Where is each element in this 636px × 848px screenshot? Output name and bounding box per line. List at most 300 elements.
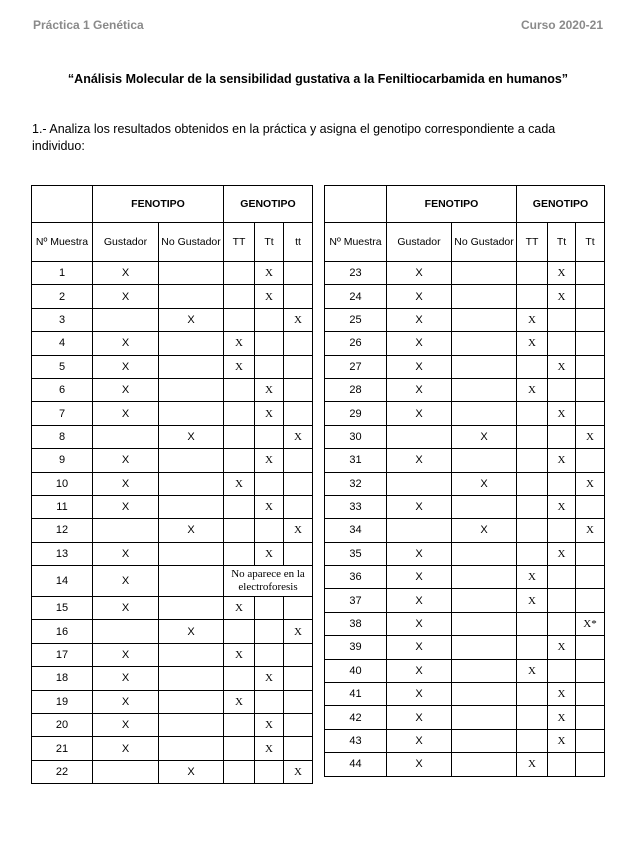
gustador-cell — [93, 760, 159, 783]
genotype-Tt-cell: X — [255, 714, 284, 737]
genotype-TT-cell — [517, 612, 548, 635]
genotype-Tt-cell — [255, 332, 284, 355]
genotype-Tt-cell — [548, 378, 576, 401]
header-fenotipo: FENOTIPO — [93, 186, 224, 223]
header-gustador: Gustador — [387, 223, 452, 262]
gustador-cell: X — [93, 355, 159, 378]
genotype-tt-cell: X — [284, 519, 313, 542]
table-row — [325, 566, 605, 589]
genotype-tt-cell — [284, 495, 313, 518]
gustador-cell: X — [387, 285, 452, 308]
genotype-tt-cell: X — [284, 308, 313, 331]
table-row — [32, 425, 313, 448]
genotype-TT-cell — [517, 402, 548, 425]
sample-number-cell: 27 — [325, 355, 387, 378]
genotype-Tt-cell: X — [548, 402, 576, 425]
table-row — [325, 378, 605, 401]
no-gustador-cell: X — [452, 472, 517, 495]
header-gustador: Gustador — [93, 223, 159, 262]
no-gustador-cell: X — [159, 519, 224, 542]
header-empty-cell — [32, 186, 93, 223]
genotype-tt-cell: X — [576, 425, 605, 448]
no-gustador-cell — [159, 285, 224, 308]
genotype-TT-cell — [224, 714, 255, 737]
genotype-Tt-cell — [548, 753, 576, 776]
genotype-TT-cell — [224, 519, 255, 542]
genotype-Tt-cell: X — [255, 285, 284, 308]
genotype-TT-cell — [517, 706, 548, 729]
genotype-Tt-cell — [255, 519, 284, 542]
genotype-TT-cell — [517, 285, 548, 308]
genotype-TT-cell — [517, 472, 548, 495]
genotype-Tt-cell: X — [255, 667, 284, 690]
gustador-cell — [387, 472, 452, 495]
gustador-cell — [93, 620, 159, 643]
gustador-cell — [93, 425, 159, 448]
genotype-TT-cell — [224, 425, 255, 448]
genotype-Tt-cell — [548, 659, 576, 682]
genotype-TT-cell — [224, 760, 255, 783]
genotype-table-right — [324, 185, 605, 777]
gustador-cell: X — [387, 636, 452, 659]
no-gustador-cell — [452, 612, 517, 635]
genotype-TT-cell — [224, 542, 255, 565]
genotype-TT-cell — [224, 285, 255, 308]
genotype-note-cell: No aparece en la electroforesis — [224, 566, 313, 597]
gustador-cell: X — [93, 449, 159, 472]
table-row — [325, 285, 605, 308]
table-row — [32, 262, 313, 285]
sample-number-cell: 14 — [32, 566, 93, 597]
header-fenotipo: FENOTIPO — [387, 186, 517, 223]
sample-number-cell: 17 — [32, 643, 93, 666]
sample-number-cell: 13 — [32, 542, 93, 565]
no-gustador-cell — [159, 402, 224, 425]
sample-number-cell: 8 — [32, 425, 93, 448]
gustador-cell: X — [387, 706, 452, 729]
no-gustador-cell — [159, 355, 224, 378]
sample-number-cell: 32 — [325, 472, 387, 495]
genotype-Tt-cell: X — [255, 449, 284, 472]
gustador-cell: X — [93, 332, 159, 355]
sample-number-cell: 19 — [32, 690, 93, 713]
genotype-tt-cell — [576, 332, 605, 355]
table-row — [325, 519, 605, 542]
sample-number-cell: 12 — [32, 519, 93, 542]
table-row — [32, 690, 313, 713]
genotype-TT-cell — [517, 519, 548, 542]
gustador-cell: X — [387, 542, 452, 565]
gustador-cell: X — [387, 262, 452, 285]
genotype-tt-cell: X — [576, 519, 605, 542]
header-tt: Tt — [576, 223, 605, 262]
header-TT: TT — [517, 223, 548, 262]
sample-number-cell: 44 — [325, 753, 387, 776]
header-empty-cell — [325, 186, 387, 223]
table-row — [325, 449, 605, 472]
gustador-cell: X — [93, 714, 159, 737]
genotype-TT-cell: X — [224, 472, 255, 495]
gustador-cell: X — [387, 495, 452, 518]
genotype-TT-cell — [517, 449, 548, 472]
genotype-tt-cell — [284, 472, 313, 495]
table-row — [325, 262, 605, 285]
gustador-cell — [387, 425, 452, 448]
genotype-TT-cell — [517, 683, 548, 706]
table-row — [32, 597, 313, 620]
genotype-tt-cell — [576, 753, 605, 776]
gustador-cell: X — [387, 355, 452, 378]
sample-number-cell: 37 — [325, 589, 387, 612]
no-gustador-cell — [452, 729, 517, 752]
genotype-Tt-cell — [255, 472, 284, 495]
genotype-TT-cell — [224, 308, 255, 331]
sample-number-cell: 15 — [32, 597, 93, 620]
gustador-cell: X — [387, 659, 452, 682]
genotype-TT-cell — [224, 620, 255, 643]
sample-number-cell: 31 — [325, 449, 387, 472]
genotype-tt-cell — [284, 667, 313, 690]
genotype-Tt-cell — [548, 472, 576, 495]
table-row — [325, 355, 605, 378]
sample-number-cell: 11 — [32, 495, 93, 518]
table-row — [325, 589, 605, 612]
genotype-TT-cell — [224, 495, 255, 518]
no-gustador-cell: X — [159, 425, 224, 448]
genotype-Tt-cell: X — [548, 449, 576, 472]
no-gustador-cell — [452, 495, 517, 518]
sample-number-cell: 42 — [325, 706, 387, 729]
no-gustador-cell — [452, 308, 517, 331]
question-text: 1.- Analiza los resultados obtenidos en la práctica y asigna el genotipo correspondiente a cada individuo: — [32, 122, 556, 153]
no-gustador-cell — [159, 667, 224, 690]
genotype-Tt-cell — [255, 355, 284, 378]
sample-number-cell: 29 — [325, 402, 387, 425]
genotype-tt-cell: X — [284, 760, 313, 783]
genotype-tt-cell — [284, 449, 313, 472]
header-course-practice: Práctica 1 Genética — [33, 18, 144, 32]
gustador-cell: X — [387, 308, 452, 331]
table-row — [32, 332, 313, 355]
table-row — [32, 308, 313, 331]
no-gustador-cell — [159, 262, 224, 285]
table-row — [325, 402, 605, 425]
table-row — [32, 402, 313, 425]
genotype-tt-cell: X — [576, 472, 605, 495]
genotype-Tt-cell: X — [255, 262, 284, 285]
gustador-cell: X — [387, 566, 452, 589]
table-row — [32, 378, 313, 401]
sample-number-cell: 22 — [32, 760, 93, 783]
no-gustador-cell — [452, 659, 517, 682]
genotype-Tt-cell: X — [548, 542, 576, 565]
gustador-cell: X — [387, 612, 452, 635]
genotype-tt-cell — [284, 378, 313, 401]
table-row — [32, 542, 313, 565]
sample-number-cell: 36 — [325, 566, 387, 589]
genotype-tt-cell — [284, 402, 313, 425]
table-row — [325, 636, 605, 659]
sample-number-cell: 33 — [325, 495, 387, 518]
table-row — [325, 472, 605, 495]
table-row — [32, 495, 313, 518]
gustador-cell: X — [93, 690, 159, 713]
genotype-tt-cell — [576, 566, 605, 589]
no-gustador-cell — [452, 706, 517, 729]
no-gustador-cell — [452, 332, 517, 355]
gustador-cell: X — [93, 472, 159, 495]
genotype-TT-cell: X — [517, 589, 548, 612]
genotype-TT-cell: X — [224, 597, 255, 620]
table-row — [32, 285, 313, 308]
sample-number-cell: 6 — [32, 378, 93, 401]
no-gustador-cell — [452, 636, 517, 659]
genotype-Tt-cell — [548, 519, 576, 542]
genotype-tt-cell: X — [284, 620, 313, 643]
no-gustador-cell — [159, 714, 224, 737]
genotype-tt-cell — [284, 597, 313, 620]
gustador-cell: X — [93, 495, 159, 518]
genotype-Tt-cell: X — [548, 729, 576, 752]
no-gustador-cell: X — [159, 308, 224, 331]
gustador-cell — [93, 308, 159, 331]
gustador-cell: X — [387, 402, 452, 425]
genotype-TT-cell: X — [517, 566, 548, 589]
sample-number-cell: 41 — [325, 683, 387, 706]
no-gustador-cell — [159, 643, 224, 666]
sample-number-cell: 24 — [325, 285, 387, 308]
genotype-Tt-cell — [255, 760, 284, 783]
document-title: “Análisis Molecular de la sensibilidad gustativa a la Feniltiocarbamida en humanos” — [67, 72, 569, 86]
sample-number-cell: 18 — [32, 667, 93, 690]
genotype-Tt-cell: X — [548, 262, 576, 285]
genotype-Tt-cell — [548, 308, 576, 331]
genotype-tt-cell — [576, 542, 605, 565]
no-gustador-cell — [452, 449, 517, 472]
table-row — [32, 620, 313, 643]
table-row — [32, 519, 313, 542]
no-gustador-cell — [159, 597, 224, 620]
table-row — [325, 729, 605, 752]
gustador-cell: X — [387, 729, 452, 752]
header-Tt: Tt — [255, 223, 284, 262]
genotype-TT-cell: X — [224, 355, 255, 378]
sample-number-cell: 7 — [32, 402, 93, 425]
genotype-Tt-cell: X — [548, 285, 576, 308]
genotype-tt-cell — [284, 737, 313, 760]
sample-number-cell: 38 — [325, 612, 387, 635]
gustador-cell: X — [93, 597, 159, 620]
genotype-tt-cell — [284, 285, 313, 308]
genotype-tt-cell — [576, 378, 605, 401]
no-gustador-cell — [452, 683, 517, 706]
genotype-Tt-cell: X — [548, 636, 576, 659]
genotype-tt-cell — [576, 262, 605, 285]
genotype-Tt-cell: X — [548, 355, 576, 378]
sample-number-cell: 28 — [325, 378, 387, 401]
sample-number-cell: 10 — [32, 472, 93, 495]
gustador-cell: X — [93, 667, 159, 690]
genotype-Tt-cell — [255, 643, 284, 666]
table-row — [32, 667, 313, 690]
header-tt: tt — [284, 223, 313, 262]
genotype-tt-cell — [576, 729, 605, 752]
sample-number-cell: 23 — [325, 262, 387, 285]
table-row — [325, 659, 605, 682]
sample-number-cell: 2 — [32, 285, 93, 308]
no-gustador-cell — [452, 285, 517, 308]
genotype-tt-cell — [284, 714, 313, 737]
table-row — [325, 542, 605, 565]
gustador-cell: X — [93, 566, 159, 597]
no-gustador-cell — [452, 262, 517, 285]
table-row — [32, 760, 313, 783]
genotype-tt-cell — [284, 262, 313, 285]
sample-number-cell: 3 — [32, 308, 93, 331]
genotype-tt-cell: X — [284, 425, 313, 448]
genotype-Tt-cell — [255, 597, 284, 620]
genotype-table-left — [31, 185, 313, 784]
gustador-cell: X — [93, 643, 159, 666]
sample-number-cell: 39 — [325, 636, 387, 659]
gustador-cell: X — [93, 285, 159, 308]
header-no-gustador: No Gustador — [159, 223, 224, 262]
genotype-tt-cell — [576, 636, 605, 659]
genotype-Tt-cell — [255, 690, 284, 713]
genotype-TT-cell — [517, 636, 548, 659]
table-row — [325, 612, 605, 635]
genotype-Tt-cell: X — [255, 495, 284, 518]
no-gustador-cell — [159, 542, 224, 565]
genotype-TT-cell — [224, 402, 255, 425]
header-muestra: Nº Muestra — [32, 223, 93, 262]
table-row — [325, 425, 605, 448]
genotype-Tt-cell: X — [548, 495, 576, 518]
genotype-Tt-cell: X — [548, 683, 576, 706]
sample-number-cell: 25 — [325, 308, 387, 331]
no-gustador-cell — [159, 378, 224, 401]
sample-number-cell: 34 — [325, 519, 387, 542]
no-gustador-cell — [159, 737, 224, 760]
genotype-tt-cell — [576, 355, 605, 378]
genotype-Tt-cell — [548, 425, 576, 448]
sample-number-cell: 20 — [32, 714, 93, 737]
gustador-cell — [93, 519, 159, 542]
genotype-Tt-cell — [255, 308, 284, 331]
genotype-Tt-cell — [255, 425, 284, 448]
genotype-tt-cell — [576, 495, 605, 518]
genotype-Tt-cell — [255, 620, 284, 643]
genotype-TT-cell — [224, 737, 255, 760]
genotype-Tt-cell: X — [255, 402, 284, 425]
genotype-TT-cell: X — [517, 659, 548, 682]
sample-number-cell: 1 — [32, 262, 93, 285]
no-gustador-cell: X — [452, 519, 517, 542]
genotype-TT-cell — [517, 425, 548, 448]
header-course-year: Curso 2020-21 — [520, 18, 603, 32]
sample-number-cell: 21 — [32, 737, 93, 760]
sample-number-cell: 5 — [32, 355, 93, 378]
gustador-cell: X — [387, 589, 452, 612]
header-muestra: Nº Muestra — [325, 223, 387, 262]
genotype-Tt-cell: X — [255, 378, 284, 401]
sample-number-cell: 43 — [325, 729, 387, 752]
gustador-cell: X — [387, 683, 452, 706]
no-gustador-cell: X — [159, 620, 224, 643]
genotype-tt-cell — [576, 659, 605, 682]
no-gustador-cell — [159, 566, 224, 597]
table-row — [32, 714, 313, 737]
genotype-TT-cell: X — [224, 643, 255, 666]
genotype-Tt-cell: X — [255, 737, 284, 760]
genotype-tt-cell — [284, 690, 313, 713]
genotype-tt-cell — [576, 402, 605, 425]
table-row — [325, 753, 605, 776]
no-gustador-cell — [159, 449, 224, 472]
header-genotipo: GENOTIPO — [224, 186, 313, 223]
genotype-tt-cell — [576, 449, 605, 472]
no-gustador-cell — [159, 690, 224, 713]
genotype-TT-cell — [224, 262, 255, 285]
table-row — [32, 643, 313, 666]
genotype-tt-cell — [284, 332, 313, 355]
header-genotipo: GENOTIPO — [517, 186, 605, 223]
table-row — [32, 737, 313, 760]
genotype-TT-cell: X — [517, 332, 548, 355]
genotype-Tt-cell — [548, 589, 576, 612]
genotype-tt-cell — [284, 542, 313, 565]
genotype-tt-cell — [576, 683, 605, 706]
no-gustador-cell — [452, 589, 517, 612]
no-gustador-cell — [452, 378, 517, 401]
sample-number-cell: 4 — [32, 332, 93, 355]
no-gustador-cell — [159, 472, 224, 495]
gustador-cell: X — [93, 402, 159, 425]
no-gustador-cell — [159, 332, 224, 355]
table-row — [32, 449, 313, 472]
genotype-tt-cell — [576, 589, 605, 612]
sample-number-cell: 26 — [325, 332, 387, 355]
no-gustador-cell — [452, 402, 517, 425]
genotype-tt-cell — [284, 643, 313, 666]
gustador-cell: X — [387, 449, 452, 472]
no-gustador-cell — [159, 495, 224, 518]
table-row — [325, 683, 605, 706]
no-gustador-cell — [452, 355, 517, 378]
genotype-Tt-cell: X — [255, 542, 284, 565]
genotype-tt-cell — [576, 706, 605, 729]
header-Tt: Tt — [548, 223, 576, 262]
header-TT: TT — [224, 223, 255, 262]
genotype-TT-cell — [224, 667, 255, 690]
gustador-cell: X — [93, 378, 159, 401]
no-gustador-cell — [452, 566, 517, 589]
genotype-tt-cell — [576, 285, 605, 308]
no-gustador-cell — [452, 542, 517, 565]
genotype-Tt-cell — [548, 566, 576, 589]
sample-number-cell: 16 — [32, 620, 93, 643]
genotype-TT-cell: X — [224, 332, 255, 355]
table-row — [32, 472, 313, 495]
gustador-cell: X — [93, 542, 159, 565]
genotype-Tt-cell: X — [548, 706, 576, 729]
table-row — [325, 332, 605, 355]
sample-number-cell: 30 — [325, 425, 387, 448]
no-gustador-cell — [452, 753, 517, 776]
gustador-cell: X — [387, 378, 452, 401]
genotype-TT-cell — [224, 378, 255, 401]
sample-number-cell: 40 — [325, 659, 387, 682]
